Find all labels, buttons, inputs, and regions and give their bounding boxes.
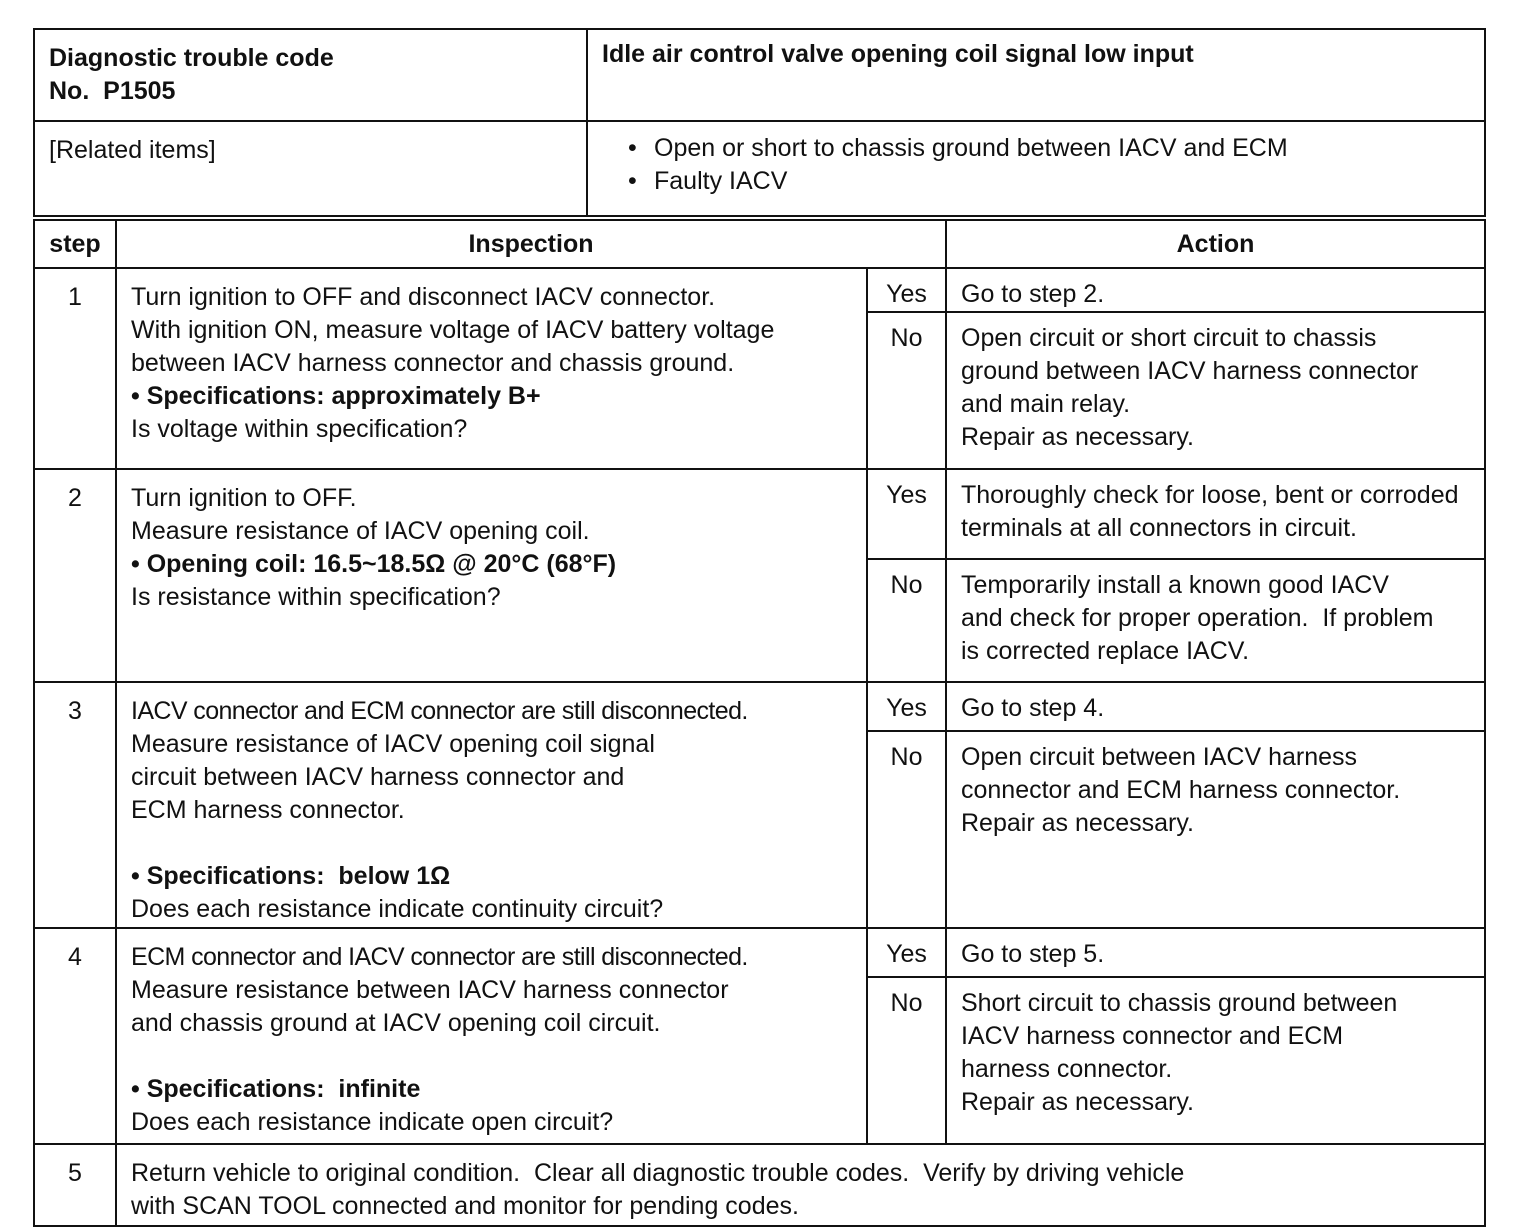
no-label: No	[867, 731, 946, 928]
inspection-line: With ignition ON, measure voltage of IACV battery voltage	[131, 316, 775, 344]
inspection-line: between IACV harness connector and chassis ground.	[131, 349, 735, 377]
inspection-line: Measure resistance of IACV opening coil signal	[131, 730, 655, 758]
step-number: 1	[34, 268, 116, 469]
dtc-title: Idle air control valve opening coil signal low input	[587, 29, 1485, 121]
final-step-line: with SCAN TOOL connected and monitor for pending codes.	[131, 1192, 799, 1220]
dtc-code-label: Diagnostic trouble code	[49, 44, 334, 72]
action-line: Temporarily install a known good IACV	[961, 571, 1389, 599]
action-line: connector and ECM harness connector.	[961, 776, 1401, 804]
action-line: Open circuit or short circuit to chassis	[961, 324, 1377, 352]
inspection-line: and chassis ground at IACV opening coil circuit.	[131, 1009, 661, 1037]
yes-label: Yes	[867, 268, 946, 312]
inspection-question: Is voltage within specification?	[131, 415, 468, 443]
related-item: • Open or short to chassis ground between IACV and ECM	[628, 132, 1484, 165]
inspection-line: IACV connector and ECM connector are still disconnected.	[131, 697, 748, 725]
yes-label: Yes	[867, 928, 946, 977]
action-line: Repair as necessary.	[961, 1088, 1194, 1116]
step-number: 5	[34, 1144, 116, 1226]
specification: • Specifications: approximately B+	[131, 382, 541, 410]
inspection-question: Is resistance within specification?	[131, 583, 501, 611]
final-step-cell	[116, 1144, 1485, 1226]
yes-action	[946, 469, 1485, 559]
specification: • Specifications: infinite	[131, 1075, 421, 1103]
inspection-question: Does each resistance indicate open circuit?	[131, 1108, 614, 1136]
step-number: 2	[34, 469, 116, 682]
no-label: No	[867, 312, 946, 469]
action-line: and main relay.	[961, 390, 1131, 418]
dtc-code-cell	[34, 29, 587, 121]
yes-action	[946, 928, 1485, 977]
inspection-line: ECM harness connector.	[131, 796, 405, 824]
action-line: harness connector.	[961, 1055, 1173, 1083]
related-items-cell	[587, 121, 1485, 216]
inspection-line: Measure resistance between IACV harness connector	[131, 976, 729, 1004]
no-label: No	[867, 559, 946, 682]
inspection-line: ECM connector and IACV connector are still disconnected.	[131, 943, 748, 971]
table-row	[34, 469, 1485, 559]
action-line: Go to step 5.	[961, 940, 1105, 968]
dtc-code-number: No. P1505	[49, 77, 176, 105]
related-item: • Faulty IACV	[628, 165, 1484, 198]
action-line: Short circuit to chassis ground between	[961, 989, 1398, 1017]
action-column-header: Action	[946, 220, 1485, 268]
specification: • Opening coil: 16.5~18.5Ω @ 20°C (68°F)	[131, 550, 617, 578]
yes-action	[946, 682, 1485, 731]
table-header-row	[34, 220, 1485, 268]
step-column-header: step	[34, 220, 116, 268]
diagnostic-steps-table	[33, 219, 1486, 1227]
yes-label: Yes	[867, 469, 946, 559]
yes-label: Yes	[867, 682, 946, 731]
no-action	[946, 731, 1485, 928]
yes-action	[946, 268, 1485, 312]
action-line: Go to step 2.	[961, 280, 1105, 308]
step-number: 3	[34, 682, 116, 928]
inspection-line: Turn ignition to OFF.	[131, 484, 357, 512]
inspection-column-header: Inspection	[116, 220, 946, 268]
inspection-cell	[116, 268, 867, 469]
action-line: Repair as necessary.	[961, 423, 1194, 451]
inspection-line: Turn ignition to OFF and disconnect IACV connector.	[131, 283, 716, 311]
inspection-cell	[116, 682, 867, 928]
dtc-header-table	[33, 28, 1486, 217]
step-number: 4	[34, 928, 116, 1144]
action-line: ground between IACV harness connector	[961, 357, 1419, 385]
action-line: IACV harness connector and ECM	[961, 1022, 1344, 1050]
action-line: Repair as necessary.	[961, 809, 1194, 837]
table-row	[34, 928, 1485, 977]
inspection-cell	[116, 928, 867, 1144]
action-line: terminals at all connectors in circuit.	[961, 514, 1357, 542]
no-label: No	[867, 977, 946, 1144]
inspection-line: circuit between IACV harness connector and	[131, 763, 625, 791]
inspection-question: Does each resistance indicate continuity circuit?	[131, 895, 664, 923]
no-action	[946, 977, 1485, 1144]
related-items-label: [Related items]	[34, 121, 587, 216]
table-row	[34, 1144, 1485, 1226]
table-row	[34, 682, 1485, 731]
action-line: and check for proper operation. If problem	[961, 604, 1434, 632]
action-line: is corrected replace IACV.	[961, 637, 1250, 665]
related-items-list	[628, 132, 1484, 198]
inspection-cell	[116, 469, 867, 682]
no-action	[946, 312, 1485, 469]
table-row	[34, 268, 1485, 312]
action-line: Thoroughly check for loose, bent or corroded	[961, 481, 1459, 509]
action-line: Open circuit between IACV harness	[961, 743, 1358, 771]
specification: • Specifications: below 1Ω	[131, 862, 451, 890]
no-action	[946, 559, 1485, 682]
action-line: Go to step 4.	[961, 694, 1105, 722]
final-step-line: Return vehicle to original condition. Clear all diagnostic trouble codes. Verify by driving vehicle	[131, 1159, 1185, 1187]
inspection-line: Measure resistance of IACV opening coil.	[131, 517, 590, 545]
